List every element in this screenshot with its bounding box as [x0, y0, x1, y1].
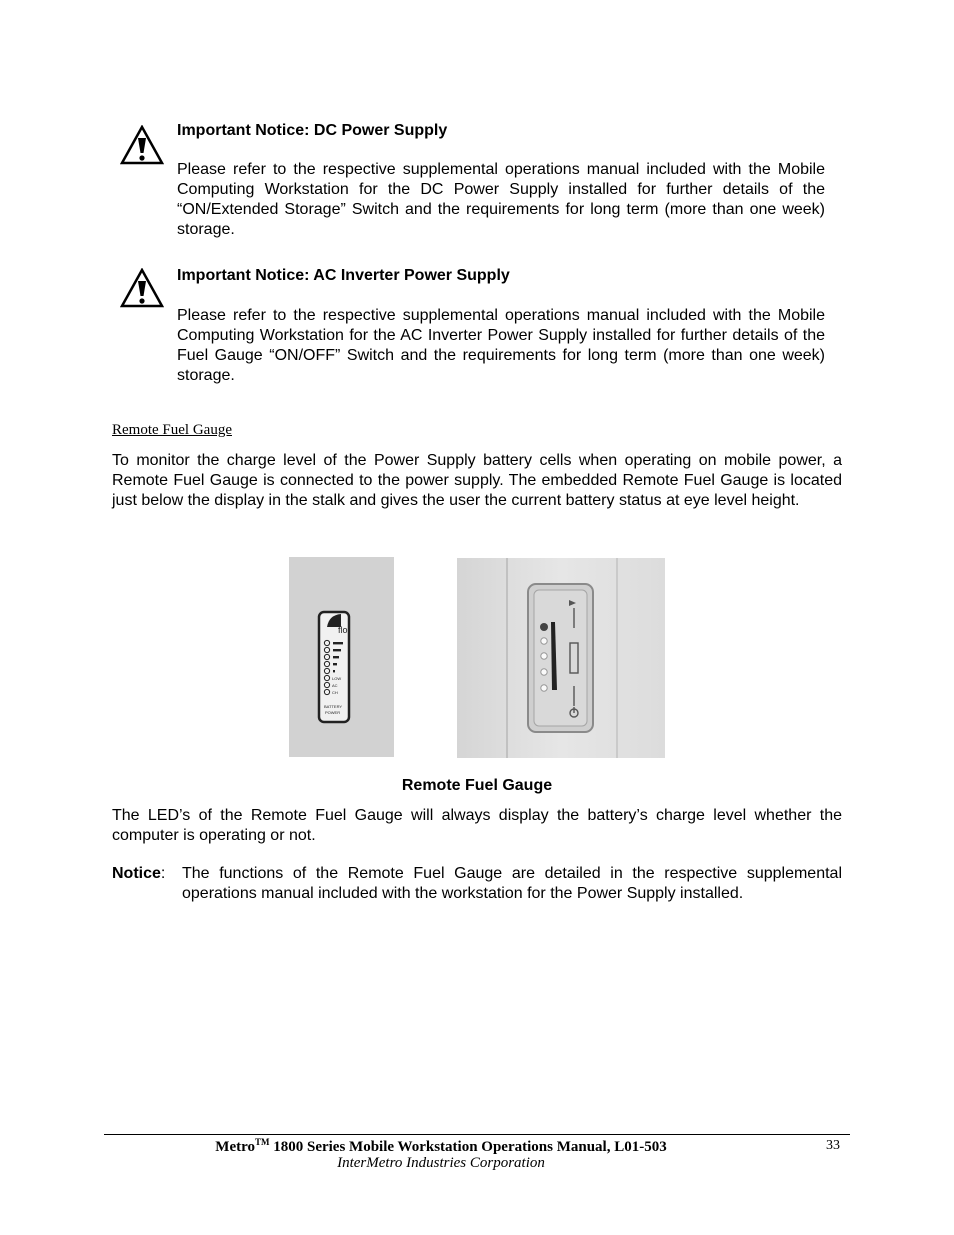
page-number: 33	[826, 1138, 840, 1153]
notice-body-dc: Please refer to the respective supplemental operations manual included with the Mobile Computing Workstation for the DC Power Supply installed for further details of the “ON/Extended Storage” Switch and the requirements for long term (more than one week) storage.	[177, 161, 825, 238]
panel-text-power: POWER	[325, 710, 341, 715]
led-paragraph: The LED’s of the Remote Fuel Gauge will always display the battery’s charge level whether the computer is operating or not.	[112, 807, 842, 844]
notice-title-dc: Important Notice: DC Power Supply	[177, 122, 448, 139]
embedded-fuel-gauge-photo	[457, 558, 665, 758]
footer-title: Metro™ 1800 Series Mobile Workstation Operations Manual, L01-503	[215, 1137, 667, 1155]
section-heading: Remote Fuel Gauge	[112, 422, 232, 438]
notice-text: The functions of the Remote Fuel Gauge are detailed in the respective supplemental operations manual included with the workstation for the Power Supply installed.	[182, 865, 842, 902]
fuel-gauge-label-photo	[289, 557, 394, 757]
intro-paragraph: To monitor the charge level of the Power Supply battery cells when operating on mobile power, a Remote Fuel Gauge is connected to the power supply. The embedded Remote Fuel Gauge is located just below the display in the stalk and gives the user the current battery status at eye level height.	[112, 452, 842, 509]
notice-label: Notice:	[112, 865, 166, 882]
footer-divider	[104, 1134, 850, 1135]
led-label-ch: CH	[332, 690, 338, 695]
led-label-low: LOW	[332, 676, 342, 681]
footer-company: InterMetro Industries Corporation	[337, 1155, 545, 1171]
warning-icon	[120, 125, 164, 165]
figure-caption: Remote Fuel Gauge	[401, 777, 553, 794]
brand-text: flo	[338, 625, 348, 635]
notice-body-ac: Please refer to the respective supplemental operations manual included with the Mobile Computing Workstation for the AC Inverter Power Supply installed for further details of the Fuel Gauge “ON/OFF” Switch and the requirements for long term (more than one week) storage.	[177, 307, 825, 384]
warning-icon	[120, 268, 164, 308]
panel-text-battery: BATTERY	[324, 704, 343, 709]
notice-title-ac: Important Notice: AC Inverter Power Supply	[177, 267, 510, 284]
led-label-ac: AC	[332, 683, 338, 688]
